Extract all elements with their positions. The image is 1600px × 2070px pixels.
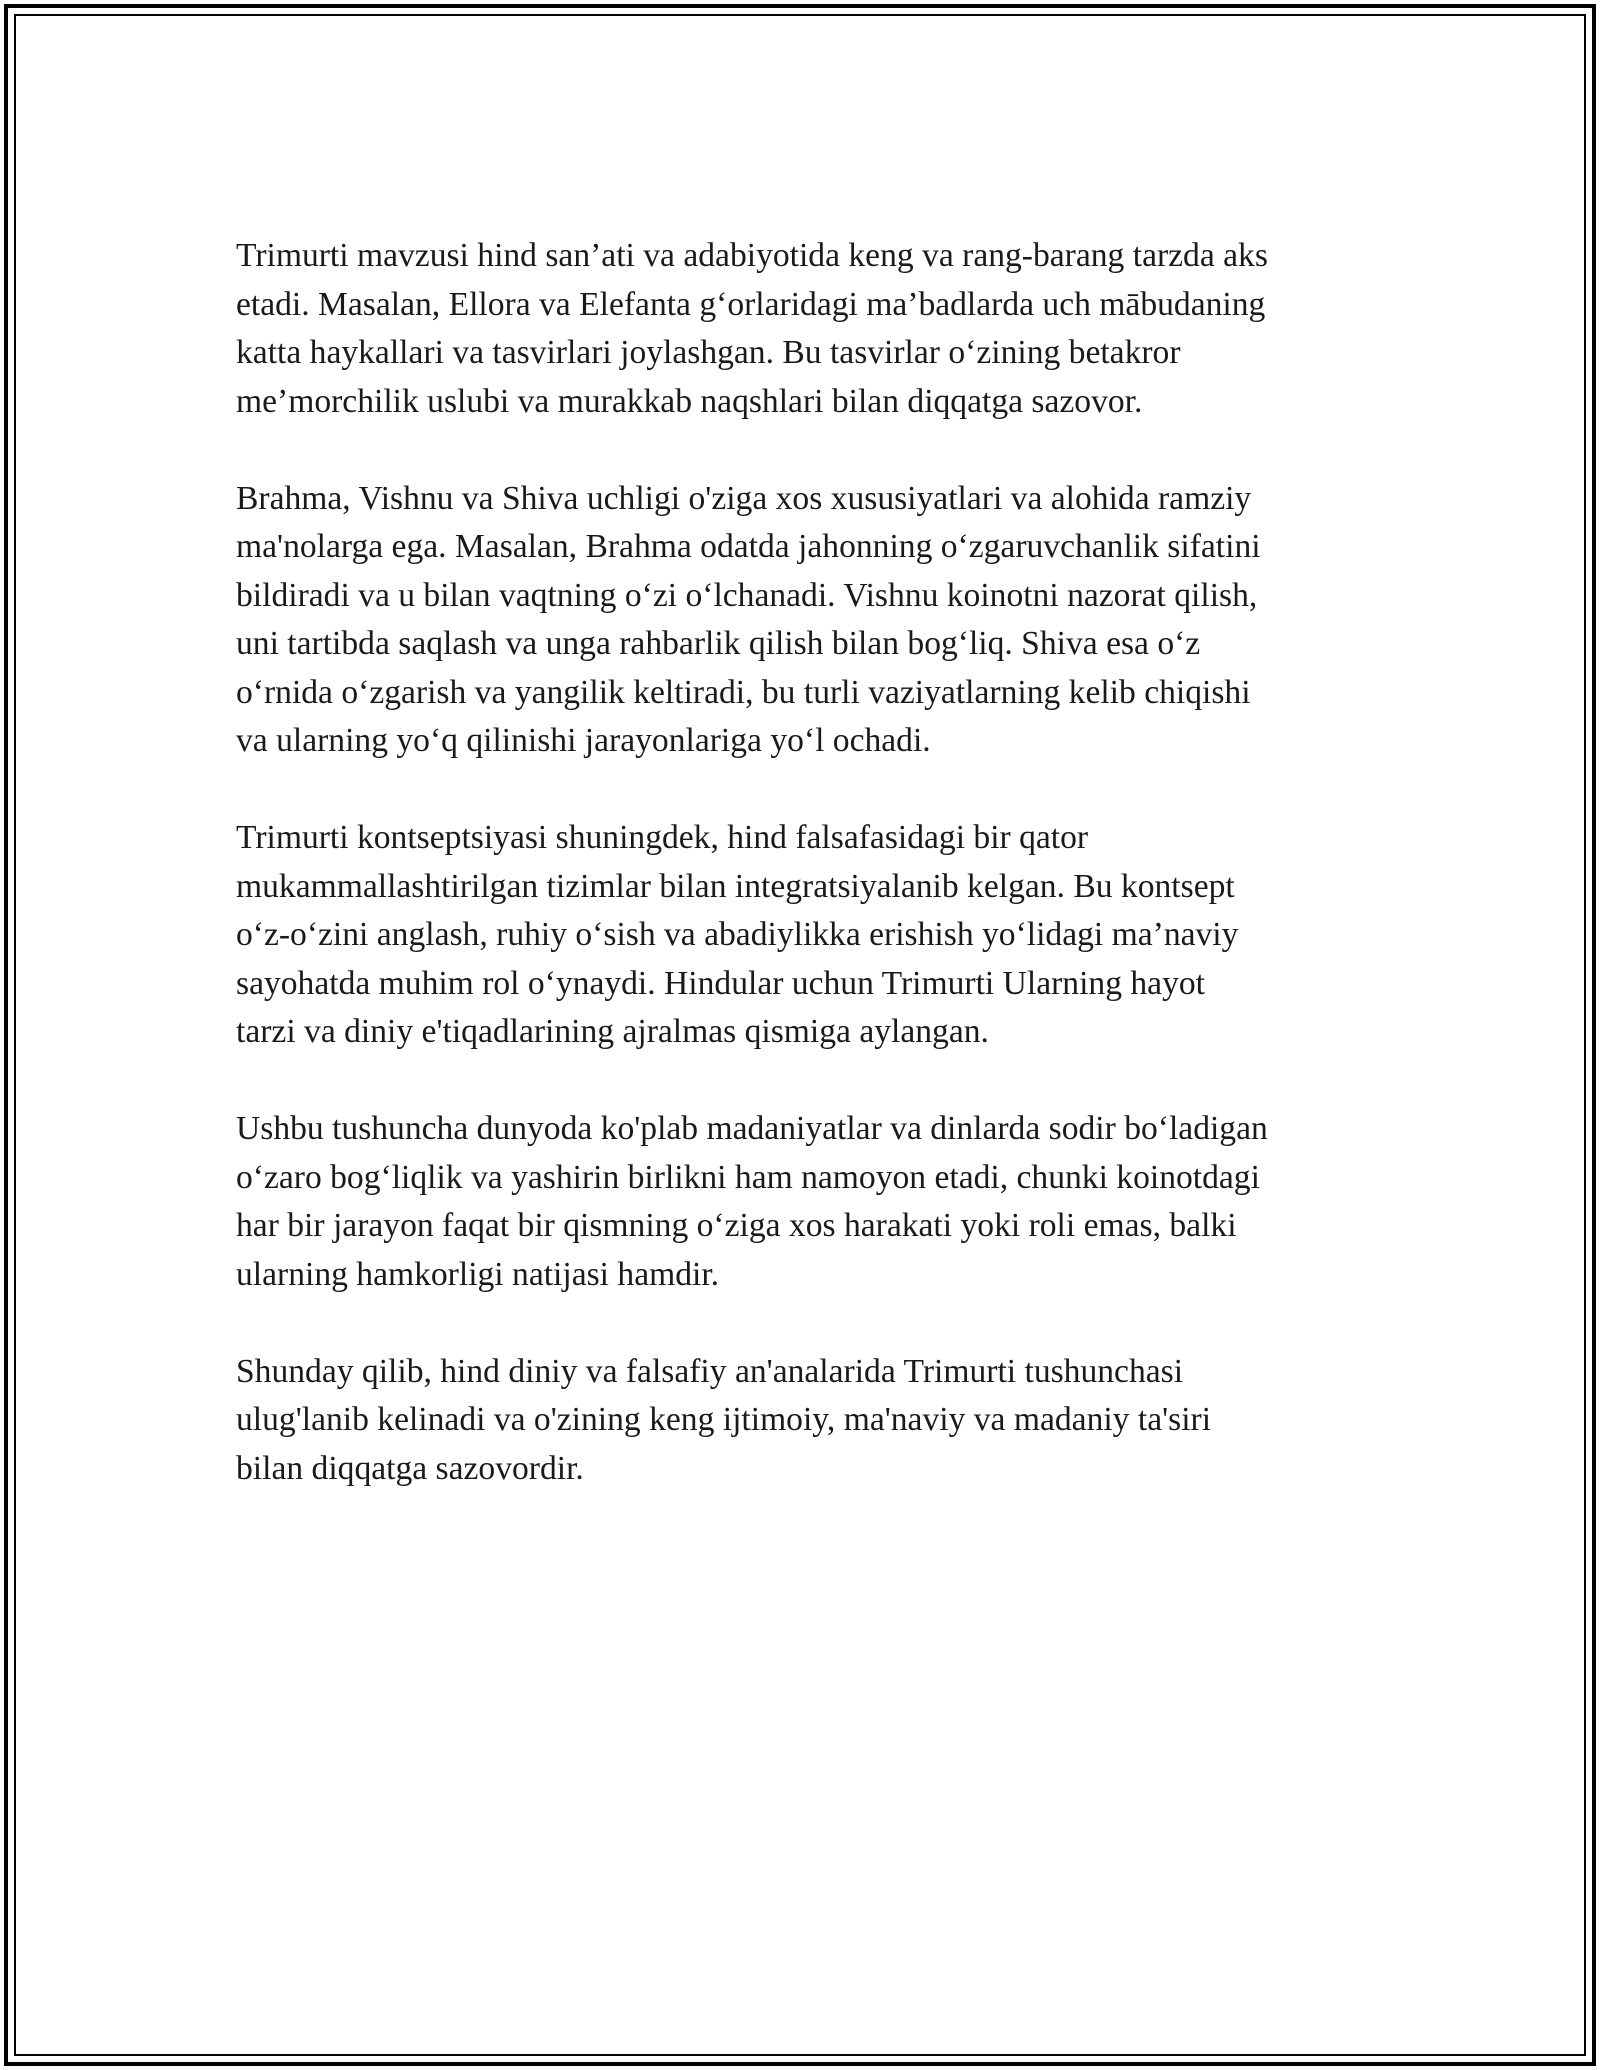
paragraph-4: [236, 1105, 1366, 1299]
paragraph-1: [236, 232, 1366, 426]
text-line: etadi. Masalan, Ellora va Elefanta g‘orlaridagi ma’badlarda uch mābudaning: [236, 285, 1266, 323]
paragraph-2: [236, 475, 1366, 766]
text-line: bilan diqqatga sazovordir.: [236, 1449, 584, 1487]
text-line: sayohatda muhim rol o‘ynaydi. Hindular uchun Trimurti Ularning hayot: [236, 964, 1205, 1002]
text-line: ularning hamkorligi natijasi hamdir.: [236, 1255, 720, 1293]
text-line: Ushbu tushuncha dunyoda ko'plab madaniyatlar va dinlarda sodir bo‘ladigan: [236, 1110, 1268, 1147]
text-line: mukammallashtirilgan tizimlar bilan integratsiyalanib kelgan. Bu kontsept: [236, 867, 1235, 905]
paragraph-3: [236, 814, 1366, 1057]
text-line: Trimurti mavzusi hind san’ati va adabiyotida keng va rang-barang tarzda aks: [236, 237, 1268, 274]
text-line: ma'nolarga ega. Masalan, Brahma odatda jahonning o‘zgaruvchanlik sifatini: [236, 528, 1261, 565]
text-line: Shunday qilib, hind diniy va falsafiy an'analarida Trimurti tushunchasi: [236, 1352, 1184, 1390]
text-line: har bir jarayon faqat bir qismning o‘ziga xos harakati yoki roli emas, balki: [236, 1207, 1237, 1244]
text-line: o‘z-o‘zini anglash, ruhiy o‘sish va abadiylikka erishish yo‘lidagi ma’naviy: [236, 916, 1239, 953]
text-line: uni tartibda saqlash va unga rahbarlik qilish bilan bog‘liq. Shiva esa o‘z: [236, 625, 1201, 662]
document-body: [236, 232, 1366, 1542]
text-line: Trimurti kontseptsiyasi shuningdek, hind falsafasidagi bir qator: [236, 819, 1089, 856]
text-line: va ularning yo‘q qilinishi jarayonlariga yo‘l ochadi.: [236, 722, 931, 759]
text-line: o‘rnida o‘zgarish va yangilik keltiradi, bu turli vaziyatlarning kelib chiqishi: [236, 673, 1251, 711]
text-line: bildiradi va u bilan vaqtning o‘zi o‘lchanadi. Vishnu koinotni nazorat qilish,: [236, 576, 1258, 614]
text-line: ulug'lanib kelinadi va o'zining keng ijtimoiy, ma'naviy va madaniy ta'siri: [236, 1401, 1212, 1438]
text-line: tarzi va diniy e'tiqadlarining ajralmas qismiga aylangan.: [236, 1013, 989, 1050]
text-line: o‘zaro bog‘liqlik va yashirin birlikni ham namoyon etadi, chunki koinotdagi: [236, 1158, 1260, 1196]
text-line: Brahma, Vishnu va Shiva uchligi o'ziga xos xususiyatlari va alohida ramziy: [236, 479, 1252, 517]
text-line: katta haykallari va tasvirlari joylashgan. Bu tasvirlar o‘zining betakror: [236, 334, 1181, 371]
paragraph-5: [236, 1348, 1366, 1494]
text-line: me’morchilik uslubi va murakkab naqshlari bilan diqqatga sazovor.: [236, 382, 1143, 420]
